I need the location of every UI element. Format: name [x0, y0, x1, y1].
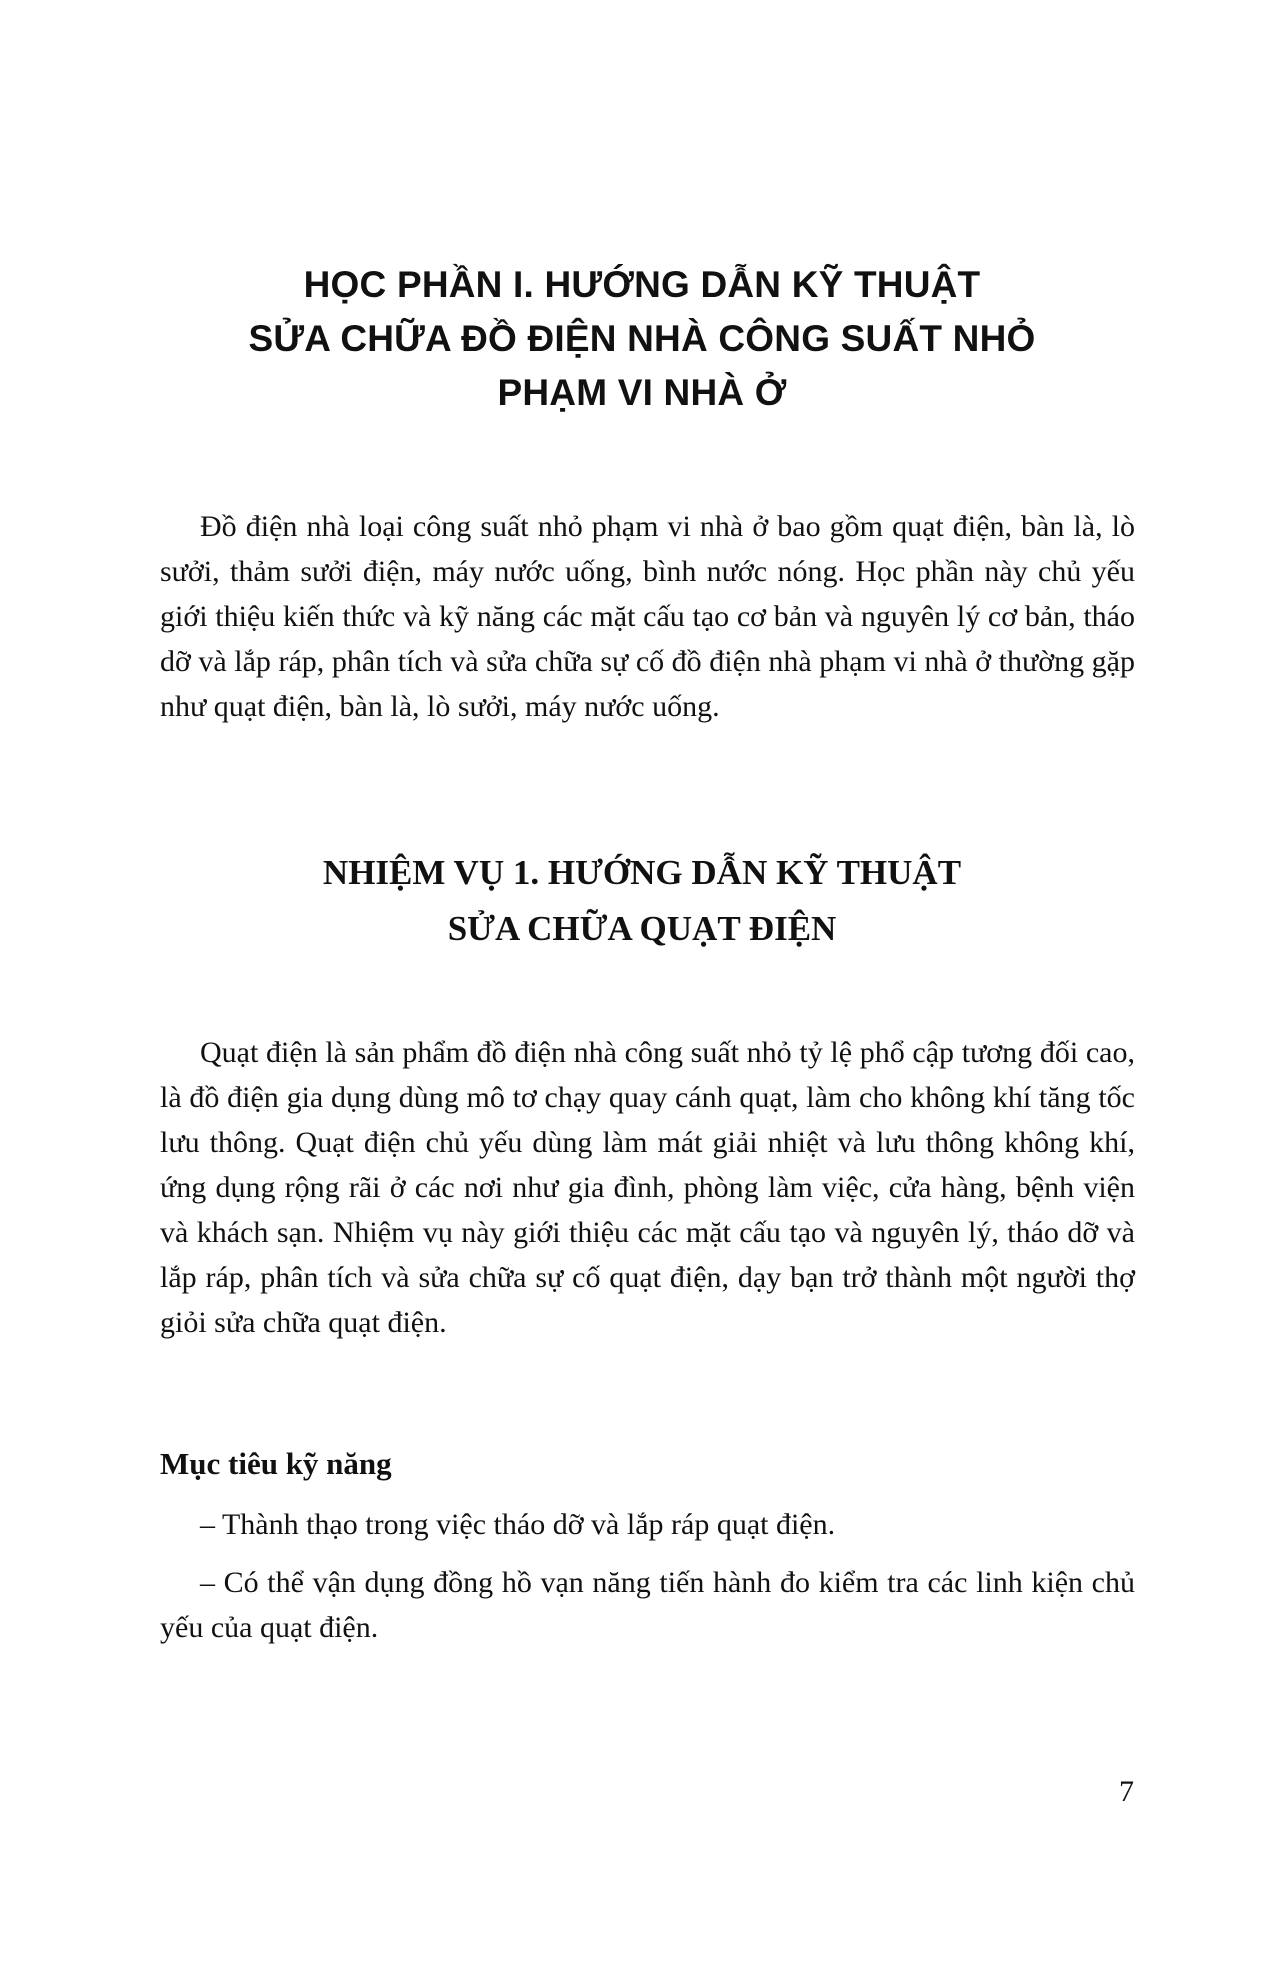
part-title — [160, 258, 1124, 420]
skills-heading: Mục tiêu kỹ năng — [160, 1446, 392, 1481]
task-title — [160, 845, 1124, 957]
part-title-line-2: SỬA CHỮA ĐỒ ĐIỆN NHÀ CÔNG SUẤT NHỎ — [248, 318, 1036, 359]
skill-item-2: – Có thể vận dụng đồng hồ vạn năng tiến hành đo kiểm tra các linh kiện chủ yếu của quạt điện. — [160, 1566, 1135, 1644]
page-number: 7 — [1119, 1775, 1134, 1808]
part-title-line-3: PHẠM VI NHÀ Ở — [497, 372, 787, 413]
task-title-line-1: NHIỆM VỤ 1. HƯỚNG DẪN KỸ THUẬT — [322, 853, 962, 892]
intro-paragraph: Đồ điện nhà loại công suất nhỏ phạm vi nhà ở bao gồm quạt điện, bàn là, lò sưởi, thảm sưởi điện, máy nước uống, bình nước nóng. Học phần này chủ yếu giới thiệu kiến thức và kỹ năng các mặt cấu tạo cơ bản và nguyên lý cơ bản, tháo dỡ và lắp ráp, phân tích và sửa chữa sự cố đồ điện nhà phạm vi nhà ở thường gặp như quạt điện, bàn là, lò sưởi, máy nước uống. — [160, 510, 1135, 723]
skill-item-1: – Thành thạo trong việc tháo dỡ và lắp ráp quạt điện. — [200, 1508, 836, 1541]
part-title-line-1: HỌC PHẦN I. HƯỚNG DẪN KỸ THUẬT — [303, 264, 981, 305]
task-paragraph: Quạt điện là sản phẩm đồ điện nhà công suất nhỏ tỷ lệ phổ cập tương đối cao, là đồ điện gia dụng dùng mô tơ chạy quay cánh quạt, làm cho không khí tăng tốc lưu thông. Quạt điện chủ yếu dùng làm mát giải nhiệt và lưu thông không khí, ứng dụng rộng rãi ở các nơi như gia đình, phòng làm việc, cửa hàng, bệnh viện và khách sạn. Nhiệm vụ này giới thiệu các mặt cấu tạo và nguyên lý, tháo dỡ và lắp ráp, phân tích và sửa chữa sự cố quạt điện, dạy bạn trở thành một người thợ giỏi sửa chữa quạt điện. — [160, 1036, 1135, 1339]
task-title-line-2: SỬA CHỮA QUẠT ĐIỆN — [447, 909, 837, 948]
